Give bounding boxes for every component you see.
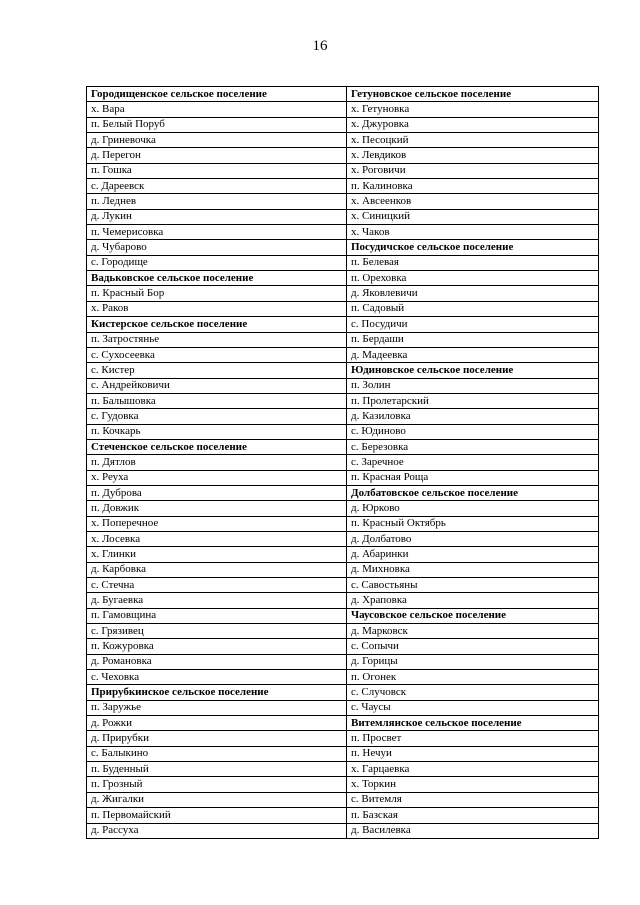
table-row xyxy=(87,485,599,500)
table-row xyxy=(87,455,599,470)
settlement-cell: с. Балыкино xyxy=(87,746,347,761)
table-row xyxy=(87,501,599,516)
settlement-cell: д. Чубарово xyxy=(87,240,347,255)
table-row xyxy=(87,624,599,639)
table-row xyxy=(87,286,599,301)
table-row xyxy=(87,531,599,546)
settlement-cell: с. Грязивец xyxy=(87,624,347,639)
settlement-cell: с. Чеховка xyxy=(87,670,347,685)
settlement-cell: д. Жигалки xyxy=(87,792,347,807)
settlement-cell: д. Михновка xyxy=(347,562,599,577)
settlement-cell: п. Гамовщина xyxy=(87,608,347,623)
settlement-cell: с. Андрейковичи xyxy=(87,378,347,393)
settlement-cell: х. Синицкий xyxy=(347,209,599,224)
settlements-table-body xyxy=(87,87,599,839)
settlement-cell: х. Джуровка xyxy=(347,117,599,132)
settlement-cell: х. Авсеенков xyxy=(347,194,599,209)
settlement-cell: д. Василевка xyxy=(347,823,599,838)
table-row xyxy=(87,255,599,270)
settlement-cell: п. Бердаши xyxy=(347,332,599,347)
settlement-cell: с. Городище xyxy=(87,255,347,270)
settlement-cell: д. Перегон xyxy=(87,148,347,163)
settlement-cell: х. Раков xyxy=(87,301,347,316)
settlement-cell: п. Базская xyxy=(347,808,599,823)
table-row xyxy=(87,179,599,194)
table-row xyxy=(87,393,599,408)
settlement-heading-cell: Вадьковское сельское поселение xyxy=(87,271,347,286)
settlement-cell: п. Садовый xyxy=(347,301,599,316)
settlement-cell: х. Глинки xyxy=(87,547,347,562)
settlement-cell: с. Стечна xyxy=(87,578,347,593)
page-number: 16 xyxy=(312,38,328,54)
settlement-cell: с. Заречное xyxy=(347,455,599,470)
table-row xyxy=(87,409,599,424)
table-row xyxy=(87,317,599,332)
settlement-cell: п. Кожуровка xyxy=(87,639,347,654)
settlement-cell: п. Буденный xyxy=(87,762,347,777)
settlement-cell: п. Ореховка xyxy=(347,271,599,286)
table-row xyxy=(87,87,599,102)
settlement-heading-cell: Долбатовское сельское поселение xyxy=(347,485,599,500)
settlement-cell: с. Посудичи xyxy=(347,317,599,332)
table-row xyxy=(87,470,599,485)
settlement-cell: х. Поперечное xyxy=(87,516,347,531)
settlement-cell: п. Белевая xyxy=(347,255,599,270)
settlements-table xyxy=(86,86,599,839)
table-row xyxy=(87,547,599,562)
settlement-cell: п. Огонек xyxy=(347,670,599,685)
table-row xyxy=(87,792,599,807)
settlement-cell: п. Дуброва xyxy=(87,485,347,500)
table-row xyxy=(87,608,599,623)
settlement-cell: с. Дареевск xyxy=(87,179,347,194)
settlement-cell: с. Гудовка xyxy=(87,409,347,424)
table-row xyxy=(87,700,599,715)
settlement-cell: п. Чемерисовка xyxy=(87,225,347,240)
settlement-cell: с. Березовка xyxy=(347,439,599,454)
settlement-cell: д. Юрково xyxy=(347,501,599,516)
table-row xyxy=(87,117,599,132)
settlement-cell: д. Романовка xyxy=(87,654,347,669)
settlement-cell: д. Рожки xyxy=(87,716,347,731)
settlement-heading-cell: Витемлянское сельское поселение xyxy=(347,716,599,731)
settlement-cell: х. Гетуновка xyxy=(347,102,599,117)
settlement-heading-cell: Стеченское сельское поселение xyxy=(87,439,347,454)
settlement-cell: п. Красный Бор xyxy=(87,286,347,301)
settlement-cell: х. Гарцаевка xyxy=(347,762,599,777)
table-row xyxy=(87,685,599,700)
settlement-cell: х. Левдиков xyxy=(347,148,599,163)
settlement-cell: п. Леднев xyxy=(87,194,347,209)
table-row xyxy=(87,332,599,347)
settlement-heading-cell: Чаусовское сельское поселение xyxy=(347,608,599,623)
table-row xyxy=(87,762,599,777)
settlement-cell: х. Песоцкий xyxy=(347,133,599,148)
settlement-heading-cell: Посудичское сельское поселение xyxy=(347,240,599,255)
settlement-cell: д. Прирубки xyxy=(87,731,347,746)
table-row xyxy=(87,654,599,669)
settlement-cell: п. Красный Октябрь xyxy=(347,516,599,531)
settlement-cell: п. Балышовка xyxy=(87,393,347,408)
settlement-cell: х. Лосевка xyxy=(87,531,347,546)
settlement-cell: п. Затростянье xyxy=(87,332,347,347)
settlement-heading-cell: Гетуновское сельское поселение xyxy=(347,87,599,102)
table-row xyxy=(87,578,599,593)
table-row xyxy=(87,716,599,731)
settlement-cell: д. Горицы xyxy=(347,654,599,669)
settlement-cell: п. Кочкарь xyxy=(87,424,347,439)
settlement-cell: п. Нечуи xyxy=(347,746,599,761)
settlement-cell: п. Красная Роща xyxy=(347,470,599,485)
table-row xyxy=(87,194,599,209)
settlement-cell: п. Калиновка xyxy=(347,179,599,194)
settlement-cell: х. Вара xyxy=(87,102,347,117)
table-row xyxy=(87,670,599,685)
table-row xyxy=(87,823,599,838)
table-row xyxy=(87,240,599,255)
table-row xyxy=(87,777,599,792)
settlement-cell: д. Храповка xyxy=(347,593,599,608)
settlement-cell: п. Дятлов xyxy=(87,455,347,470)
settlement-cell: д. Абаринки xyxy=(347,547,599,562)
table-row xyxy=(87,163,599,178)
settlement-cell: д. Бугаевка xyxy=(87,593,347,608)
settlement-cell: с. Витемля xyxy=(347,792,599,807)
table-row xyxy=(87,516,599,531)
settlement-cell: п. Просвет xyxy=(347,731,599,746)
table-row xyxy=(87,347,599,362)
table-row xyxy=(87,424,599,439)
settlement-cell: х. Торкин xyxy=(347,777,599,792)
table-row xyxy=(87,808,599,823)
settlement-cell: п. Пролетарский xyxy=(347,393,599,408)
settlement-cell: х. Реуха xyxy=(87,470,347,485)
settlement-cell: п. Белый Поруб xyxy=(87,117,347,132)
settlement-cell: д. Долбатово xyxy=(347,531,599,546)
settlement-cell: п. Довжик xyxy=(87,501,347,516)
settlement-cell: д. Казиловка xyxy=(347,409,599,424)
settlement-cell: д. Гриневочка xyxy=(87,133,347,148)
settlement-cell: п. Заружье xyxy=(87,700,347,715)
settlement-cell: с. Сухосеевка xyxy=(87,347,347,362)
settlement-cell: д. Мадеевка xyxy=(347,347,599,362)
table-row xyxy=(87,209,599,224)
table-row xyxy=(87,746,599,761)
settlement-cell: п. Грозный xyxy=(87,777,347,792)
settlement-cell: с. Юдиново xyxy=(347,424,599,439)
table-row xyxy=(87,148,599,163)
settlement-cell: с. Кистер xyxy=(87,363,347,378)
table-row xyxy=(87,225,599,240)
table-row xyxy=(87,363,599,378)
table-row xyxy=(87,439,599,454)
table-row xyxy=(87,133,599,148)
settlement-cell: д. Карбовка xyxy=(87,562,347,577)
table-row xyxy=(87,271,599,286)
settlement-cell: п. Первомайский xyxy=(87,808,347,823)
settlement-cell: с. Случовск xyxy=(347,685,599,700)
settlement-cell: д. Лукин xyxy=(87,209,347,224)
settlement-cell: д. Марковск xyxy=(347,624,599,639)
table-row xyxy=(87,102,599,117)
settlement-cell: с. Чаусы xyxy=(347,700,599,715)
settlement-cell: х. Роговичи xyxy=(347,163,599,178)
settlement-cell: д. Рассуха xyxy=(87,823,347,838)
table-row xyxy=(87,593,599,608)
settlement-cell: д. Яковлевичи xyxy=(347,286,599,301)
settlement-cell: п. Золин xyxy=(347,378,599,393)
settlement-cell: с. Сопычи xyxy=(347,639,599,654)
settlement-heading-cell: Прирубкинское сельское поселение xyxy=(87,685,347,700)
table-row xyxy=(87,639,599,654)
table-row xyxy=(87,562,599,577)
table-row xyxy=(87,731,599,746)
settlement-cell: п. Гошка xyxy=(87,163,347,178)
table-row xyxy=(87,301,599,316)
settlement-heading-cell: Юдиновское сельское поселение xyxy=(347,363,599,378)
settlement-cell: х. Чаков xyxy=(347,225,599,240)
table-row xyxy=(87,378,599,393)
settlement-cell: с. Савостьяны xyxy=(347,578,599,593)
settlement-heading-cell: Кистерское сельское поселение xyxy=(87,317,347,332)
settlement-heading-cell: Городищенское сельское поселение xyxy=(87,87,347,102)
